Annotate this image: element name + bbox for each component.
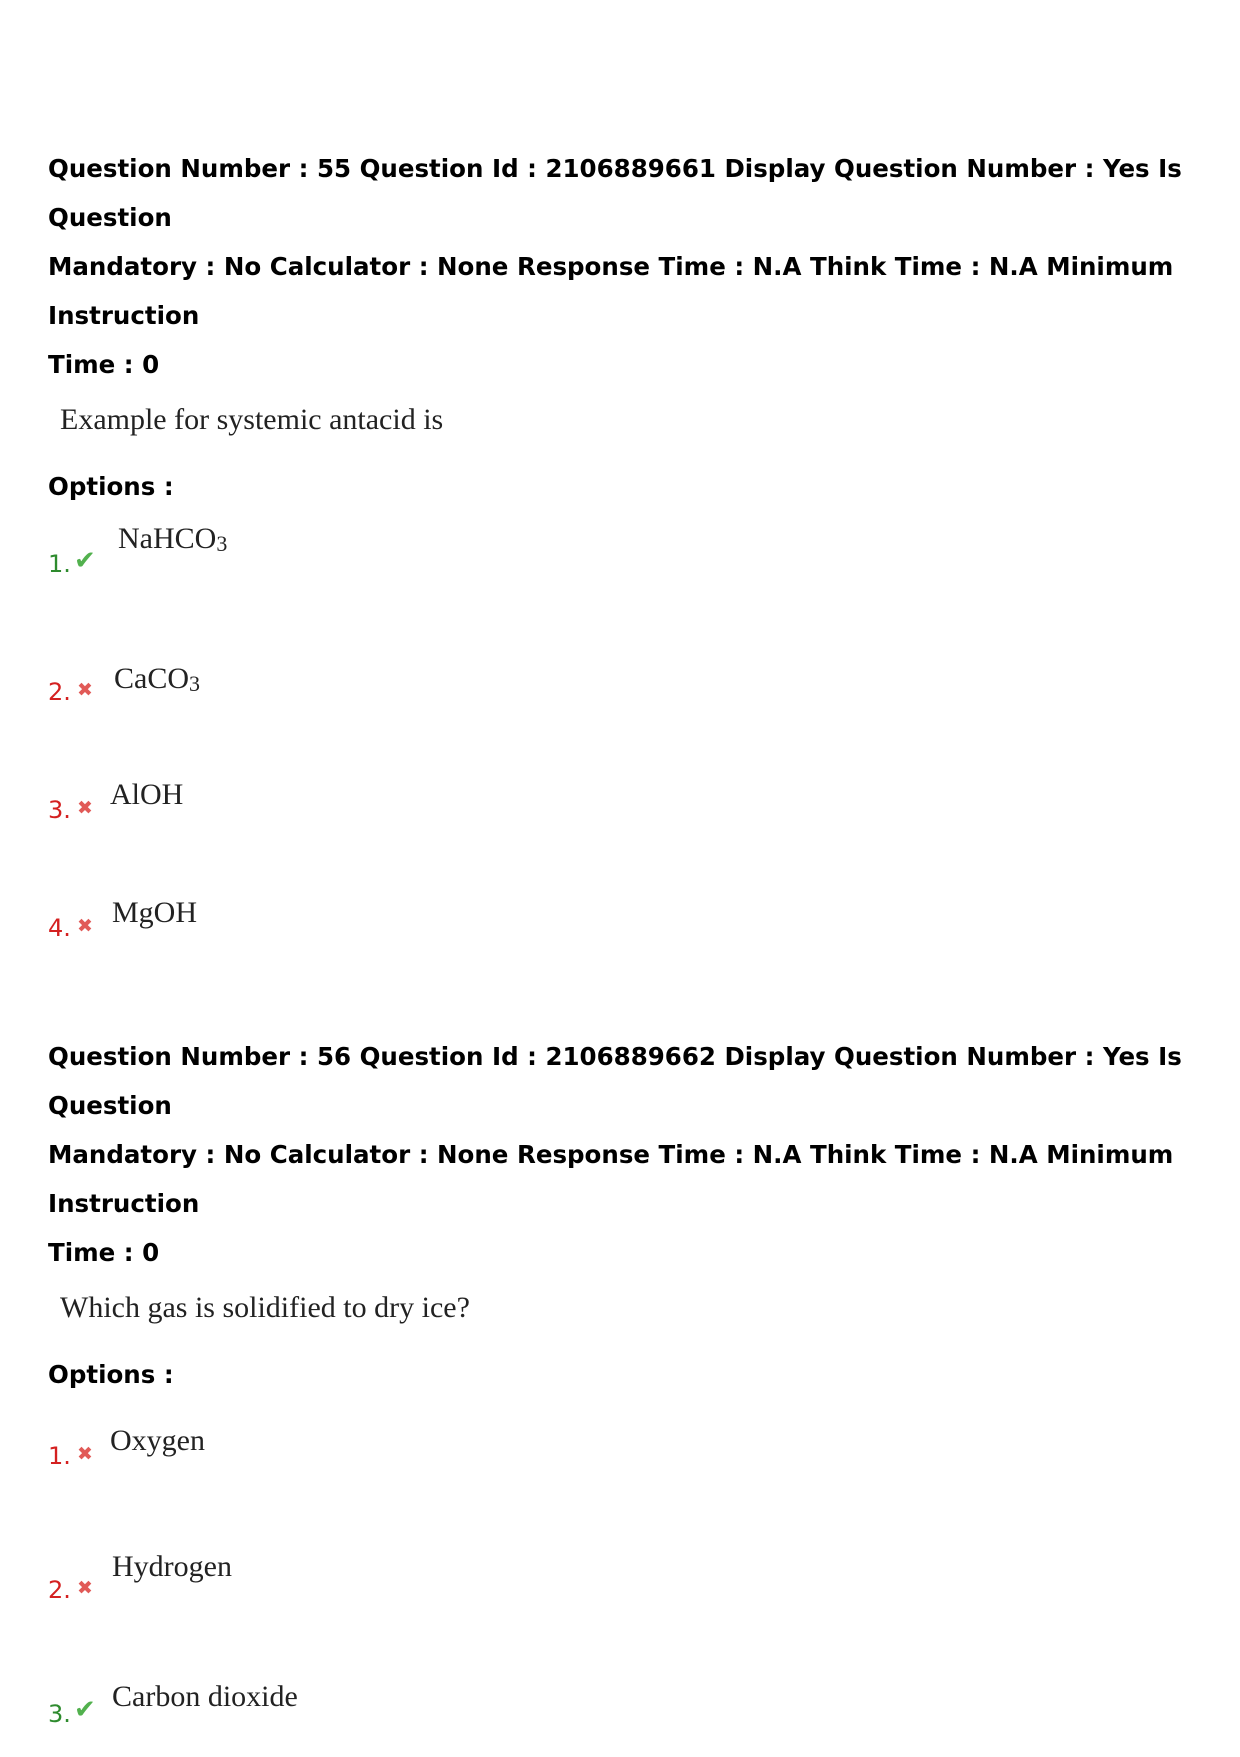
options-label: Options : [48, 1360, 174, 1389]
question-meta [48, 1032, 1208, 1277]
option-number: 4. [48, 914, 71, 942]
option-text: CaCO$_3$ [114, 662, 200, 696]
meta-line-3: Time : 0 [48, 350, 160, 379]
question-stem: Example for systemic antacid is [60, 403, 444, 436]
options-label: Options : [48, 472, 174, 501]
question-56 [48, 1042, 1208, 1757]
option-text: AlOH [110, 778, 184, 811]
question-55 [48, 154, 1208, 987]
option-text: Hydrogen [112, 1550, 232, 1583]
option-number: 2. [48, 1576, 71, 1604]
option-2 [48, 633, 1208, 751]
meta-line-2: Mandatory : No Calculator : None Response Time : N.A Think Time : N.A Minimum Instruction [48, 252, 1174, 330]
meta-line-1: Question Number : 56 Question Id : 2106889662 Display Question Number : Yes Is Question [48, 1042, 1182, 1120]
option-text: MgOH [112, 896, 198, 929]
cross-icon: ✖ [77, 1577, 93, 1599]
cross-icon: ✖ [77, 915, 93, 937]
option-text: NaHCO$_3$ [118, 522, 228, 556]
check-icon: ✔ [74, 546, 96, 576]
option-4 [48, 869, 1208, 987]
option-number: 1. [48, 1442, 71, 1470]
question-meta [48, 144, 1208, 389]
option-text: Carbon dioxide [112, 1680, 298, 1713]
option-text: Oxygen [110, 1424, 205, 1457]
option-number: 1. [48, 550, 71, 578]
option-1 [48, 1395, 1208, 1527]
cross-icon: ✖ [77, 797, 93, 819]
check-icon: ✔ [74, 1695, 96, 1725]
option-3 [48, 1657, 1208, 1757]
meta-line-3: Time : 0 [48, 1238, 160, 1267]
meta-line-2: Mandatory : No Calculator : None Response Time : N.A Think Time : N.A Minimum Instruction [48, 1140, 1174, 1218]
option-3 [48, 751, 1208, 869]
meta-line-1: Question Number : 55 Question Id : 2106889661 Display Question Number : Yes Is Question [48, 154, 1182, 232]
option-1 [48, 507, 1208, 633]
option-number: 3. [48, 1700, 71, 1728]
option-number: 3. [48, 796, 71, 824]
question-stem: Which gas is solidified to dry ice? [60, 1291, 470, 1324]
cross-icon: ✖ [77, 1443, 93, 1465]
cross-icon: ✖ [77, 679, 93, 701]
option-number: 2. [48, 678, 71, 706]
option-2 [48, 1527, 1208, 1657]
